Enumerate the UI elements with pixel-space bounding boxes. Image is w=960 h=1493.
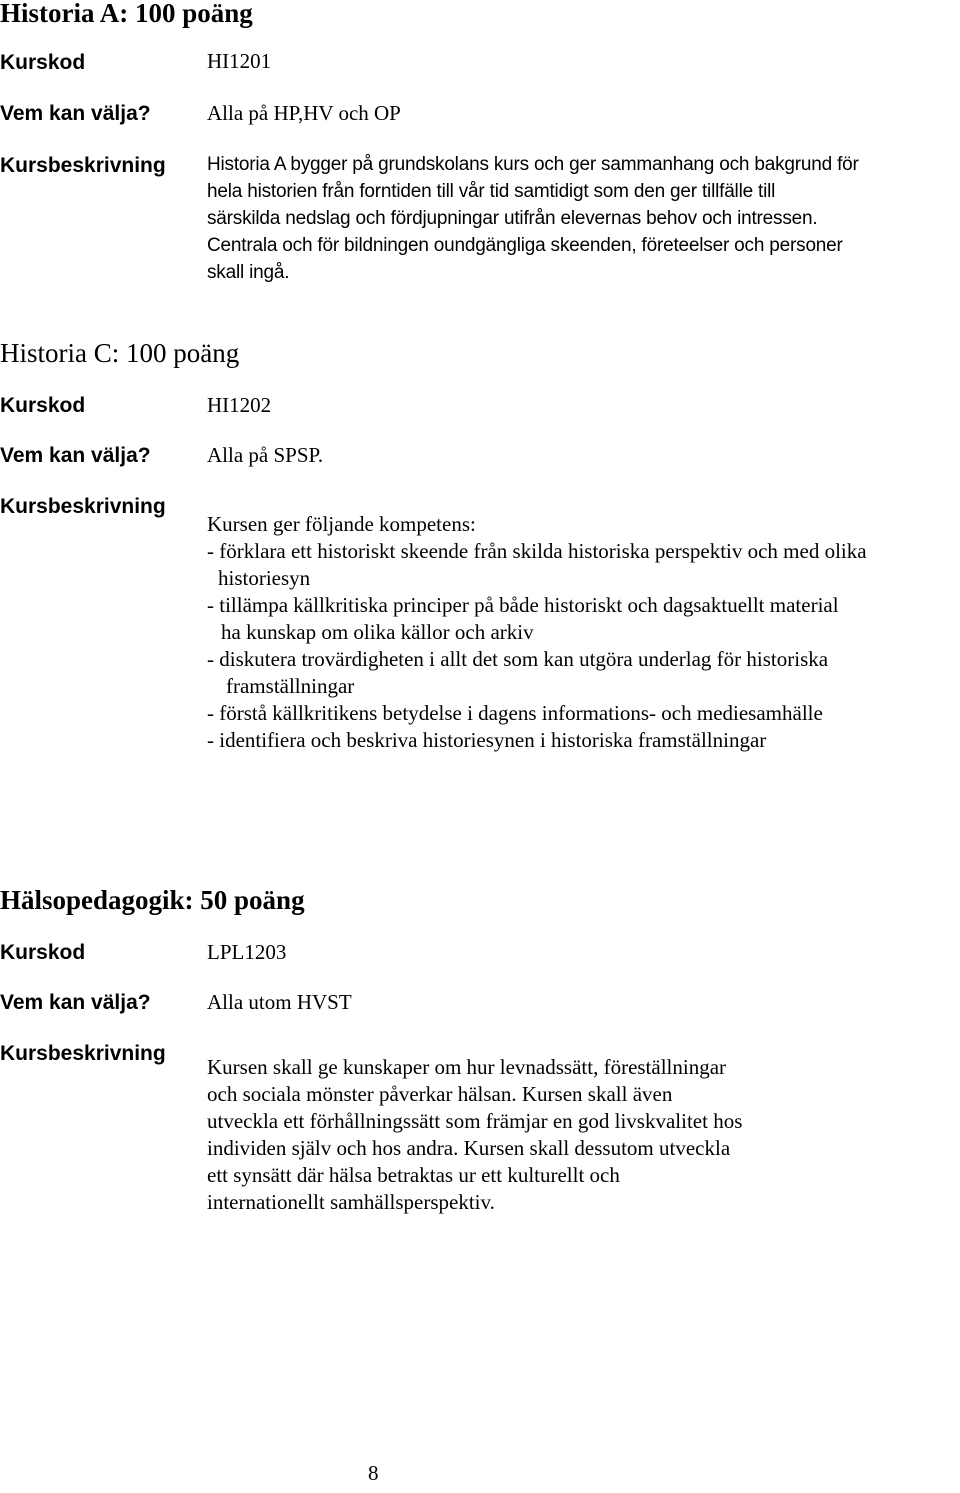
kurskod-value: HI1201 <box>207 49 272 73</box>
description-line: skall ingå. <box>207 262 290 283</box>
kurskod-value: HI1202 <box>207 393 272 417</box>
kurskod-label: Kurskod <box>0 394 86 417</box>
description-line: Kursen skall ge kunskaper om hur levnadssätt, föreställningar <box>207 1055 727 1079</box>
kursbeskrivning-label: Kursbeskrivning <box>0 154 166 177</box>
vem-kan-valja-value: Alla utom HVST <box>207 990 352 1014</box>
kurskod-label: Kurskod <box>0 941 86 964</box>
vem-kan-valja-value: Alla på HP,HV och OP <box>207 101 401 125</box>
course-description <box>207 511 867 754</box>
section-title-historia-c: Historia C: 100 poäng <box>0 338 240 368</box>
description-line: utveckla ett förhållningssätt som främjar en god livskvalitet hos <box>207 1109 743 1133</box>
kursbeskrivning-label: Kursbeskrivning <box>0 495 166 518</box>
description-line: Kursen ger följande kompetens: <box>207 512 476 536</box>
description-line: Historia A bygger på grundskolans kurs och ger sammanhang och bakgrund för <box>207 154 859 175</box>
description-line: framställningar <box>226 674 355 698</box>
vem-kan-valja-label: Vem kan välja? <box>0 444 151 467</box>
description-line: ha kunskap om olika källor och arkiv <box>221 620 534 644</box>
course-description <box>207 1054 742 1216</box>
description-line: historiesyn <box>218 566 311 590</box>
description-line: hela historien från forntiden till vår tid samtidigt som den ger tillfälle till <box>207 181 776 202</box>
kurskod-label: Kurskod <box>0 51 86 74</box>
section-title-historia-a: Historia A: 100 poäng <box>0 0 253 28</box>
kurskod-value: LPL1203 <box>207 940 287 964</box>
description-line: individen själv och hos andra. Kursen skall dessutom utveckla <box>207 1136 731 1160</box>
vem-kan-valja-label: Vem kan välja? <box>0 991 151 1014</box>
vem-kan-valja-label: Vem kan välja? <box>0 102 151 125</box>
description-line: internationellt samhällsperspektiv. <box>207 1190 495 1214</box>
description-line: Centrala och för bildningen oundgängliga skeenden, företeelser och personer <box>207 235 843 256</box>
description-line: - identifiera och beskriva historiesynen i historiska framställningar <box>207 728 767 752</box>
kursbeskrivning-label: Kursbeskrivning <box>0 1042 166 1065</box>
description-line: - diskutera trovärdigheten i allt det som kan utgöra underlag för historiska <box>207 647 829 671</box>
description-line: - förstå källkritikens betydelse i dagens informations- och mediesamhälle <box>207 701 823 725</box>
description-line: och sociala mönster påverkar hälsan. Kursen skall även <box>207 1082 673 1106</box>
vem-kan-valja-value: Alla på SPSP. <box>207 443 324 467</box>
section-title-halsopedagogik: Hälsopedagogik: 50 poäng <box>0 885 305 915</box>
description-line: - förklara ett historiskt skeende från skilda historiska perspektiv och med olika <box>207 539 867 563</box>
description-line: - tillämpa källkritiska principer på både historiskt och dagsaktuellt material <box>207 593 839 617</box>
description-line: särskilda nedslag och fördjupningar utifrån elevernas behov och intressen. <box>207 208 818 229</box>
course-description <box>207 151 859 286</box>
page-number: 8 <box>368 1461 379 1485</box>
description-line: ett synsätt där hälsa betraktas ur ett kulturellt och <box>207 1163 620 1187</box>
